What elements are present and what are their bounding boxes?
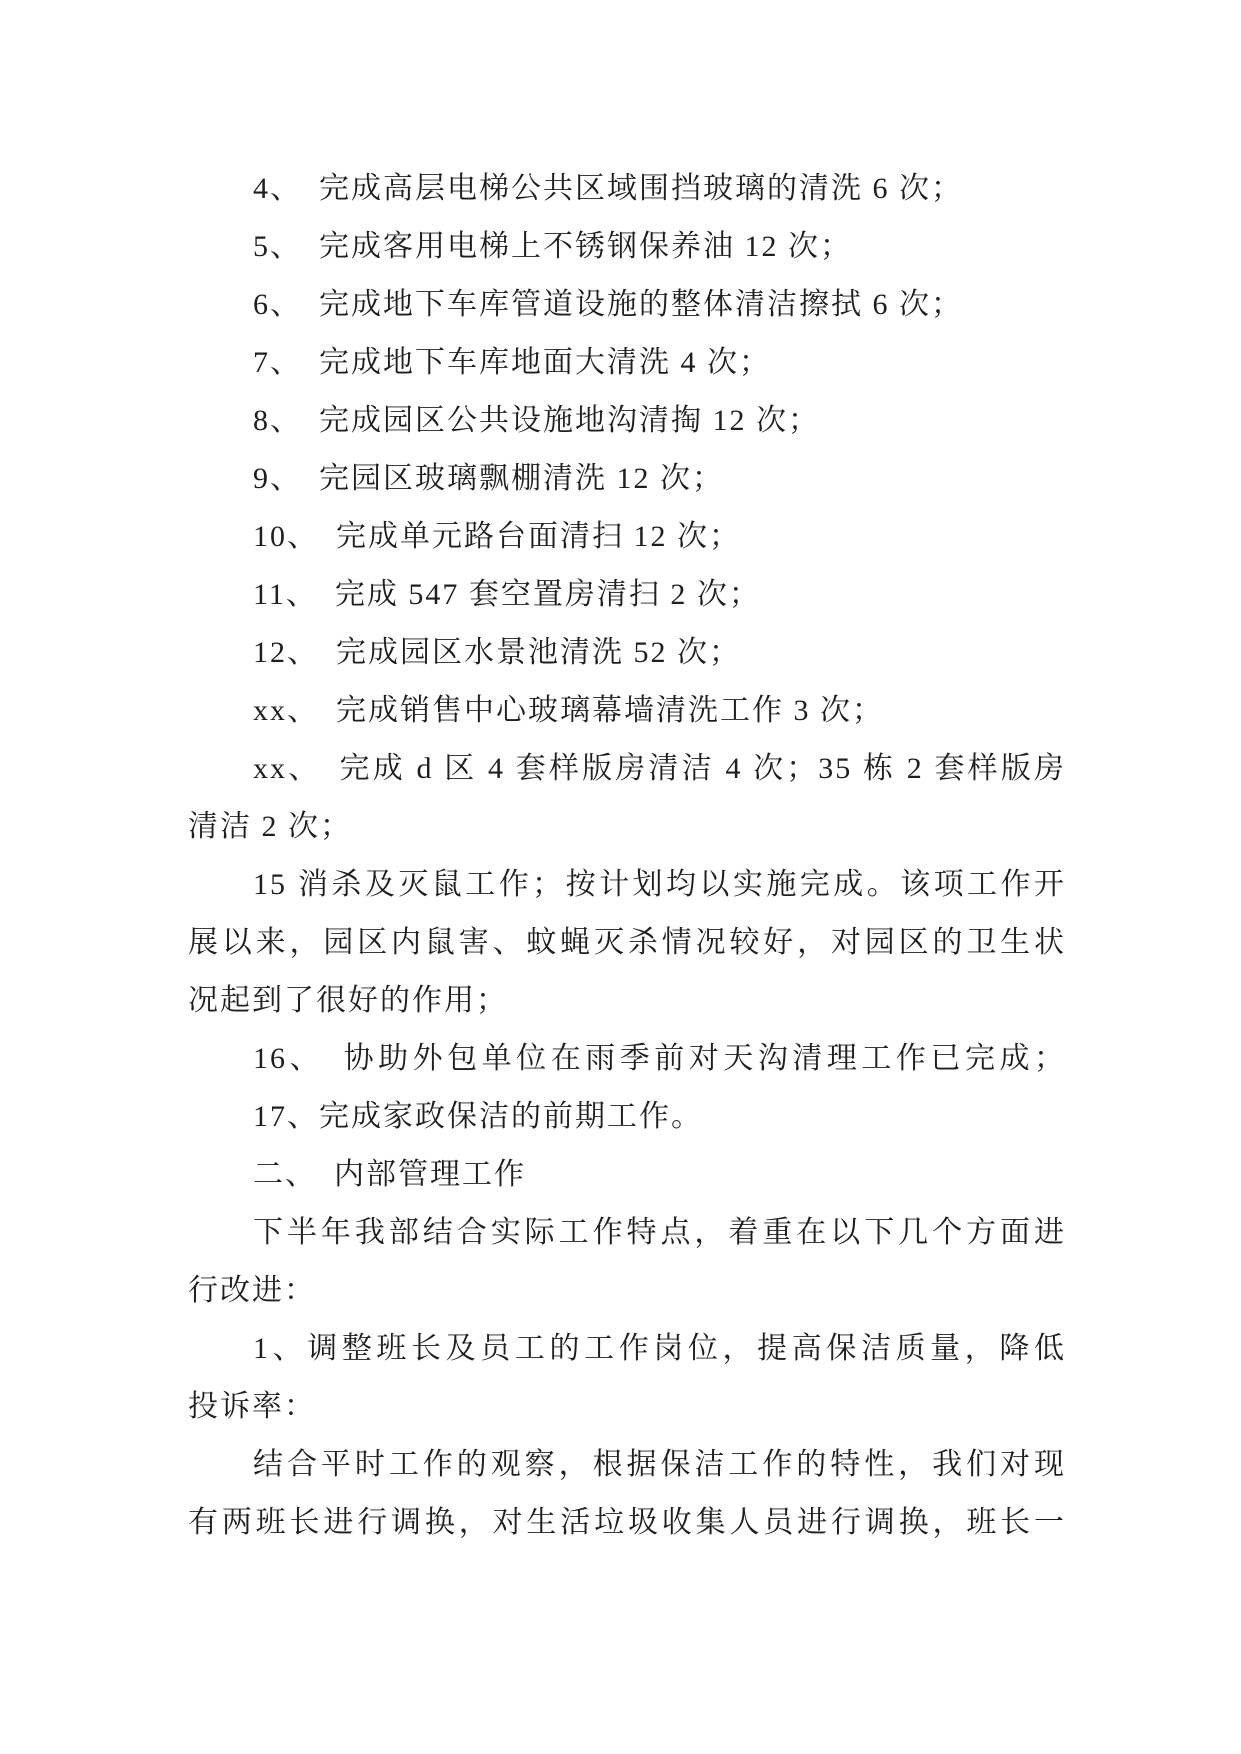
section-heading: 二、 内部管理工作 bbox=[253, 1158, 526, 1191]
text-line: 投诉率： bbox=[188, 1390, 316, 1423]
text-line: 4、 完成高层电梯公共区域围挡玻璃的清洗 6 次； bbox=[253, 172, 963, 205]
text-line: 7、 完成地下车库地面大清洗 4 次； bbox=[253, 346, 771, 379]
text-line: xx、 完成 d 区 4 套样版房清洁 4 次；35 栋 2 套样版房 bbox=[253, 752, 1066, 785]
text-line: xx、 完成销售中心玻璃幕墙清洗工作 3 次； bbox=[253, 694, 884, 727]
text-line: 8、 完成园区公共设施地沟清掏 12 次； bbox=[253, 404, 820, 437]
text-line: 11、 完成 547 套空置房清扫 2 次； bbox=[253, 578, 761, 611]
text-line: 下半年我部结合实际工作特点，着重在以下几个方面进 bbox=[253, 1216, 1066, 1249]
text-line: 1、调整班长及员工的工作岗位，提高保洁质量，降低 bbox=[253, 1332, 1066, 1365]
text-line: 9、 完园区玻璃飘棚清洗 12 次； bbox=[253, 462, 724, 495]
text-line: 展以来，园区内鼠害、蚊蝇灭杀情况较好，对园区的卫生状 bbox=[188, 926, 1066, 959]
text-line: 10、 完成单元路台面清扫 12 次； bbox=[253, 520, 741, 553]
text-line: 5、 完成客用电梯上不锈钢保养油 12 次； bbox=[253, 230, 852, 263]
text-line: 6、 完成地下车库管道设施的整体清洁擦拭 6 次； bbox=[253, 288, 963, 321]
text-line: 15 消杀及灭鼠工作；按计划均以实施完成。该项工作开 bbox=[253, 868, 1066, 901]
text-line: 有两班长进行调换，对生活垃圾收集人员进行调换，班长一 bbox=[188, 1506, 1066, 1539]
text-line: 16、 协助外包单位在雨季前对天沟清理工作已完成； bbox=[253, 1042, 1066, 1075]
text-line: 17、完成家政保洁的前期工作。 bbox=[253, 1100, 703, 1133]
text-line: 12、 完成园区水景池清洗 52 次； bbox=[253, 636, 741, 669]
text-line: 况起到了很好的作用； bbox=[188, 984, 508, 1017]
text-line: 结合平时工作的观察，根据保洁工作的特性，我们对现 bbox=[253, 1448, 1066, 1481]
text-line: 清洁 2 次； bbox=[188, 810, 352, 843]
text-line: 行改进： bbox=[188, 1274, 316, 1307]
